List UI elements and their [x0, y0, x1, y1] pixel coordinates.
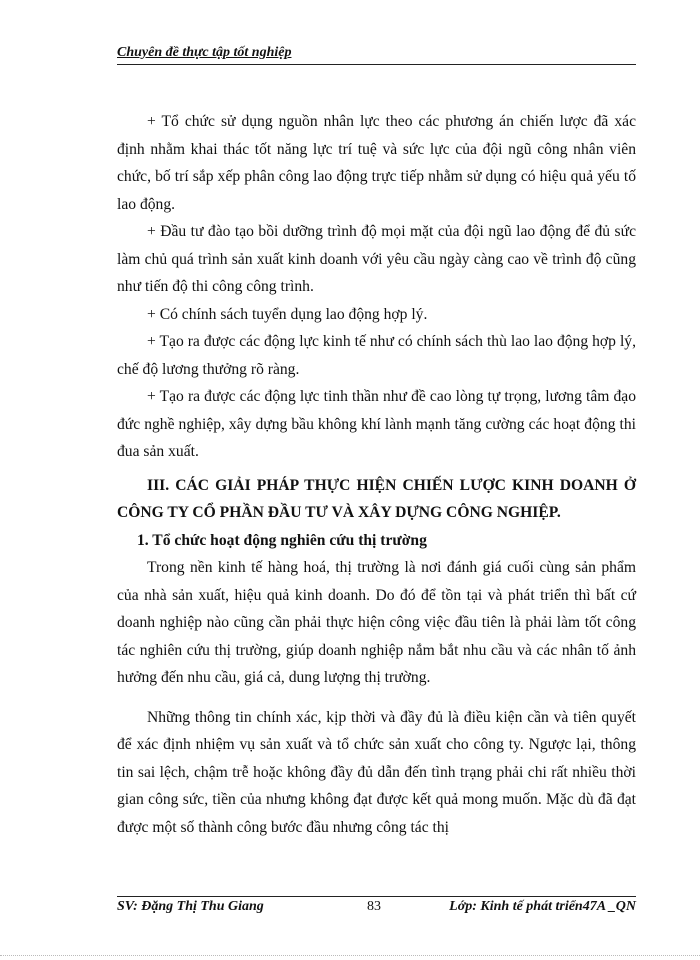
- bullet-paragraph: + Tổ chức sử dụng nguồn nhân lực theo các phương án chiến lược đã xác định nhằm khai thác tốt năng lực trí tuệ và sức lực của đội ngũ công nhân viên chức, bố trí sắp xếp phân công lao động trực tiếp nhằm sử dụng có hiệu quả yếu tố lao động.: [117, 113, 636, 213]
- footer-student-name: SV: Đặng Thị Thu Giang: [117, 899, 264, 914]
- body-paragraph: Trong nền kinh tế hàng hoá, thị trường là nơi đánh giá cuối cùng sản phẩm của nhà sản xuất, hiệu quả kinh doanh. Do đó để tồn tại và phát triển thì bất cứ doanh nghiệp nào cũng cần phải thực hiện công việc đầu tiên là phải làm tốt công tác nghiên cứu thị trường, giúp doanh nghiệp nắm bắt nhu cầu và các nhân tố ảnh hưởng đến nhu cầu, giá cả, dung lượng thị trường.: [117, 559, 636, 686]
- header-rule: [117, 64, 636, 65]
- subsection-heading: 1. Tổ chức hoạt động nghiên cứu thị trường: [137, 531, 427, 549]
- section-heading: III. CÁC GIẢI PHÁP THỰC HIỆN CHIẾN LƯỢC KINH DOANH Ở CÔNG TY CỔ PHẦN ĐẦU TƯ VÀ XÂY DỰNG CÔNG NGHIỆP.: [117, 476, 636, 521]
- page-edge-divider: [0, 955, 700, 956]
- bullet-paragraph: + Tạo ra được các động lực tinh thần như đề cao lòng tự trọng, lương tâm đạo đức nghề nghiệp, xây dựng bầu không khí lành mạnh tăng cường các hoạt động thi đua sản xuất.: [117, 388, 636, 460]
- bullet-paragraph: + Có chính sách tuyển dụng lao động hợp lý.: [147, 305, 428, 323]
- page-body: [117, 108, 636, 841]
- footer-rule: [117, 896, 636, 897]
- bullet-paragraph: + Đầu tư đào tạo bồi dưỡng trình độ mọi mặt của đội ngũ lao động để đủ sức làm chủ quá trình sản xuất kinh doanh với yêu cầu ngày càng cao về trình độ cũng như tiến độ thi công công trình.: [117, 223, 636, 295]
- page-number: 83: [367, 899, 381, 914]
- footer-class: Lớp: Kinh tế phát triển47A _QN: [449, 899, 636, 914]
- bullet-paragraph: + Tạo ra được các động lực kinh tế như có chính sách thù lao lao động hợp lý, chế độ lương thưởng rõ ràng.: [117, 333, 636, 378]
- running-header: Chuyên đề thực tập tốt nghiệp: [117, 45, 292, 60]
- body-paragraph: Những thông tin chính xác, kịp thời và đầy đủ là điều kiện cần và tiên quyết để xác định nhiệm vụ sản xuất và tổ chức sản xuất cho công ty. Ngược lại, thông tin sai lệch, chậm trễ hoặc không đầy đủ dẫn đến tình trạng phải chi rất nhiều thời gian công sức, tiền của nhưng không đạt được kết quả mong muốn. Mặc dù đã đạt được một số thành công bước đầu nhưng công tác thị: [117, 708, 636, 836]
